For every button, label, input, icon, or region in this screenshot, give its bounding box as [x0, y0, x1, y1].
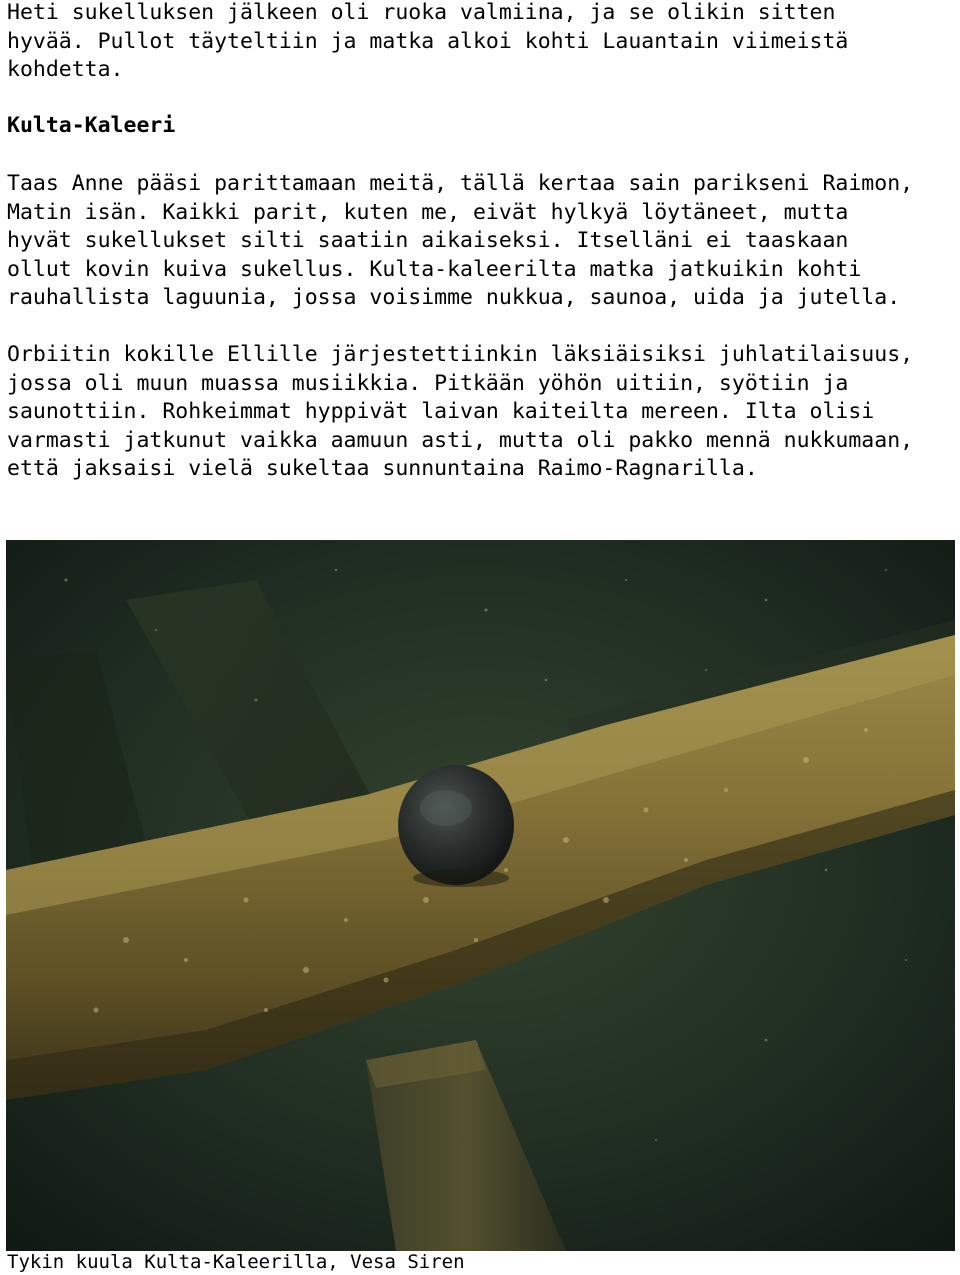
section-heading: Kulta-Kaleeri	[7, 113, 176, 138]
paragraph-dive: Taas Anne pääsi parittamaan meitä, tällä kertaa sain parikseni Raimon, Matin isän. Kaikki parit, kuten me, eivät hylkyä löytäneet, mutta hyvät sukellukset silti saatiin aikaiseksi. Itselläni ei taaskaan ollut kovin kuiva sukellus. Kulta-kaleerilta matka jatkuikin kohti rauhallista laguunia, jossa voisimme nukkua, saunoa, uida ja jutella.	[7, 171, 914, 311]
paragraph-intro: Heti sukelluksen jälkeen oli ruoka valmiina, ja se olikin sitten hyvää. Pullot täyteltiin ja matka alkoi kohti Lauantain viimeistä kohdetta.	[7, 0, 849, 83]
paragraph-evening: Orbiitin kokille Ellille järjestettiinkin läksiäisiksi juhlatilaisuus, jossa oli muun muassa musiikkia. Pitkään yöhön uitiin, syötiin ja saunottiin. Rohkeimmat hyppivät laivan kaiteilta mereen. Ilta olisi varmasti jatkunut vaikka aamuun asti, mutta oli pakko mennä nukkumaan, että jaksaisi vielä sukeltaa sunnuntaina Raimo-Ragnarilla.	[7, 342, 914, 482]
photo-caption: Tykin kuula Kulta-Kaleerilla, Vesa Siren	[7, 1251, 465, 1273]
wreck-cannonball-illustration	[6, 540, 955, 1251]
underwater-photo	[6, 540, 955, 1251]
